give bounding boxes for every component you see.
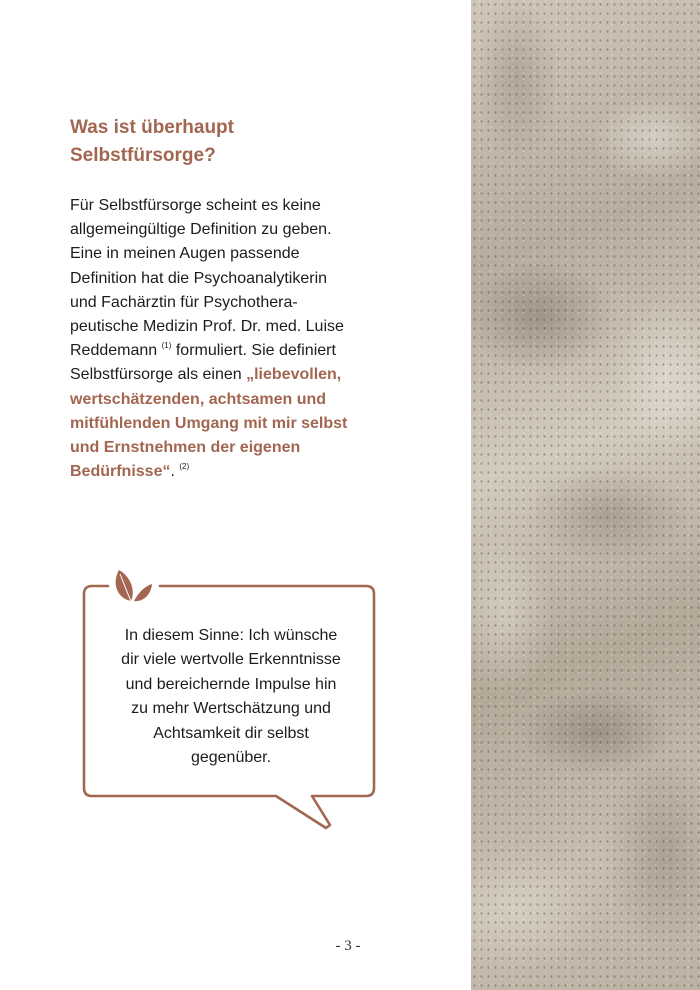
body-line: allgemeingültige Definition zu geben. (70, 221, 332, 239)
body-text-segment: . (170, 463, 180, 481)
body-line (70, 460, 400, 484)
highlighted-quote: „liebevollen, (246, 366, 342, 384)
body-line: Definition hat die Psychoanalytikerin (70, 269, 328, 287)
body-paragraph (70, 194, 400, 484)
footnote-marker: (2) (179, 462, 190, 472)
body-text-segment: Selbstfürsorge als einen (70, 366, 247, 384)
sand-photo (471, 0, 700, 990)
page-number: - 3 - (335, 938, 361, 954)
bubble-line: zu mehr Wertschätzung und (131, 700, 331, 718)
body-line: peutische Medizin Prof. Dr. med. Luise (70, 318, 344, 336)
body-text-segment: formuliert. Sie definiert (171, 342, 336, 360)
bubble-line: und bereichernde Impulse hin (125, 675, 337, 693)
body-line (70, 339, 400, 363)
body-text-segment: Reddemann (70, 342, 162, 360)
bubble-line: In diesem Sinne: Ich wünsche (124, 627, 338, 644)
heading-line-2: Selbstfürsorge? (70, 145, 216, 166)
leaves-icon (116, 570, 152, 601)
highlighted-quote: und Ernstnehmen der eigenen (70, 439, 301, 457)
body-line: Für Selbstfürsorge scheint es keine (70, 197, 321, 214)
bubble-line: gegenüber. (190, 749, 272, 767)
body-line: und Fachärztin für Psychothera- (70, 293, 298, 311)
section-heading (70, 114, 400, 170)
bubble-line: Achtsamkeit dir selbst (153, 724, 309, 742)
body-line (70, 363, 400, 387)
footnote-marker: (1) (161, 341, 172, 351)
heading-line-1: Was ist überhaupt (70, 117, 234, 138)
highlighted-quote: Bedürfnisse“ (70, 463, 171, 481)
highlighted-quote: mitfühlenden Umgang mit mir selbst (70, 414, 348, 432)
bubble-message (106, 624, 356, 770)
highlighted-quote: wertschätzenden, achtsamen und (70, 390, 327, 408)
bubble-line: dir viele wertvolle Erkenntnisse (121, 651, 341, 669)
body-line: Eine in meinen Augen passende (70, 245, 300, 263)
